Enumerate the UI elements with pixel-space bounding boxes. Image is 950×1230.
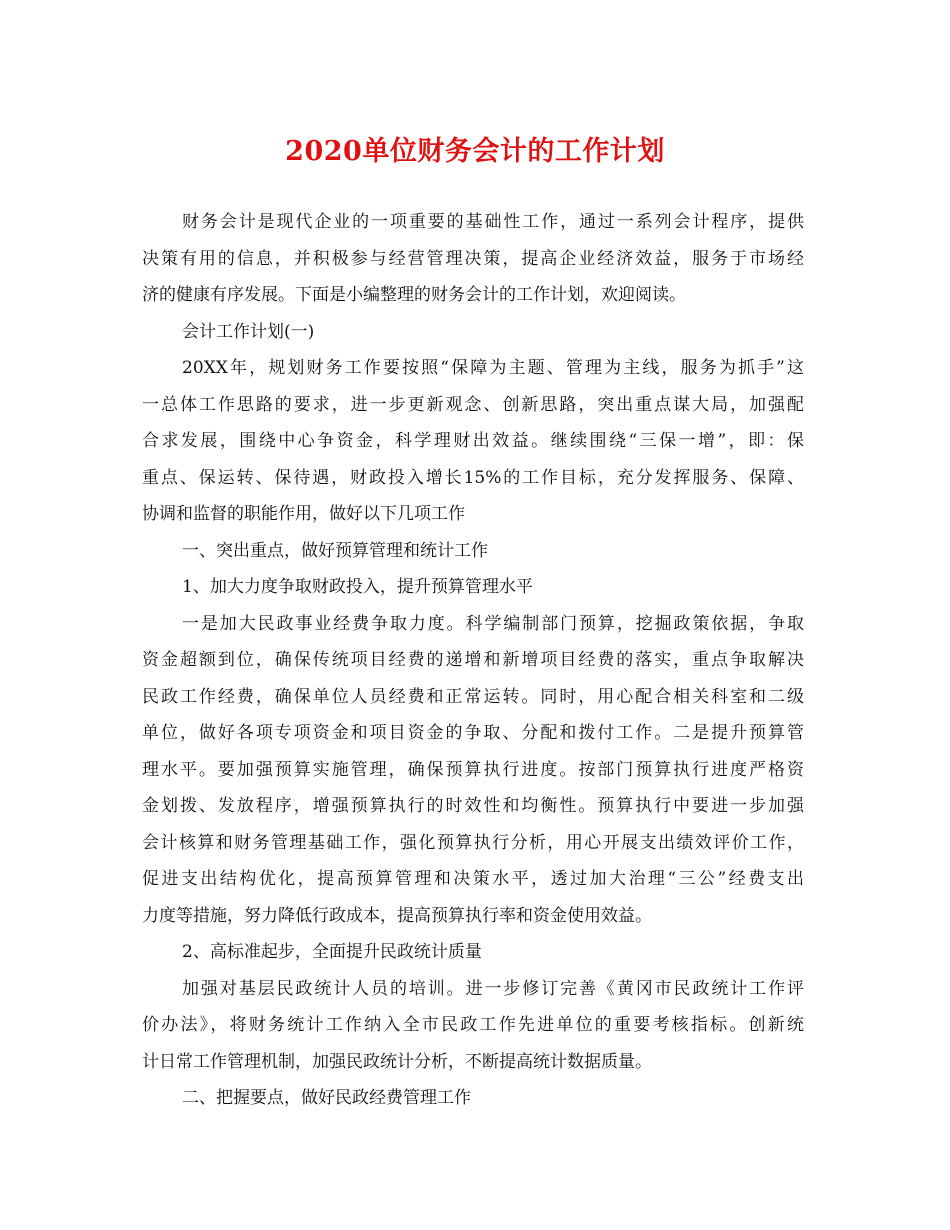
text-line: 金划拨、发放程序，增强预算执行的时效性和均衡性。预算执行中要进一步加强 bbox=[142, 796, 804, 816]
text-line: 力度等措施，努力降低行政成本，提高预算执行率和资金使用效益。 bbox=[142, 905, 652, 926]
text-line: 计日常工作管理机制，加强民政统计分析，不断提高统计数据质量。 bbox=[142, 1051, 652, 1072]
text-line: 单位，做好各项专项资金和项目资金的争取、分配和拨付工作。二是提升预算管 bbox=[142, 723, 804, 743]
text-line: 价办法》，将财务统计工作纳入全市民政工作先进单位的重要考核指标。创新统 bbox=[142, 1015, 804, 1035]
text-line: 2、高标准起步，全面提升民政统计质量 bbox=[182, 942, 482, 962]
text-line: 合求发展，围绕中心争资金，科学理财出效益。继续围绕“三保一增”，即：保 bbox=[142, 431, 804, 451]
text-line: 协调和监督的职能作用，做好以下几项工作 bbox=[142, 504, 465, 524]
text-line: 一总体工作思路的要求，进一步更新观念、创新思路，突出重点谋大局，加强配 bbox=[142, 394, 804, 415]
text-line: 二、把握要点，做好民政经费管理工作 bbox=[182, 1088, 471, 1108]
text-line: 重点、保运转、保待遇，财政投入增长15%的工作目标，充分发挥服务、保障、 bbox=[142, 467, 804, 488]
text-line: 财务会计是现代企业的一项重要的基础性工作，通过一系列会计程序，提供 bbox=[182, 212, 804, 232]
text-line: 一、突出重点，做好预算管理和统计工作 bbox=[182, 540, 488, 561]
text-line: 加强对基层民政统计人员的培训。进一步修订完善《黄冈市民政统计工作评 bbox=[182, 978, 804, 999]
text-line: 会计核算和财务管理基础工作，强化预算执行分析，用心开展支出绩效评价工作， bbox=[142, 832, 804, 853]
text-line: 民政工作经费，确保单位人员经费和正常运转。同时，用心配合相关科室和二级 bbox=[142, 686, 804, 707]
document-body bbox=[142, 204, 804, 1117]
text-line: 理水平。要加强预算实施管理，确保预算执行进度。按部门预算执行进度严格资 bbox=[142, 759, 804, 780]
document-title: 2020单位财务会计的工作计划 bbox=[285, 136, 665, 167]
text-line: 20XX年，规划财务工作要按照“保障为主题、管理为主线，服务为抓手”这 bbox=[182, 358, 804, 378]
text-line: 会计工作计划(一) bbox=[182, 321, 315, 342]
text-line: 决策有用的信息，并积极参与经营管理决策，提高企业经济效益，服务于市场经 bbox=[142, 248, 804, 269]
text-line: 促进支出结构优化，提高预算管理和决策水平，透过加大治理“三公”经费支出 bbox=[142, 869, 804, 889]
text-line: 一是加大民政事业经费争取力度。科学编制部门预算，挖掘政策依据，争取 bbox=[182, 613, 804, 634]
text-line: 1、加大力度争取财政投入，提升预算管理水平 bbox=[182, 577, 533, 597]
text-line: 济的健康有序发展。下面是小编整理的财务会计的工作计划，欢迎阅读。 bbox=[142, 285, 686, 305]
text-line: 资金超额到位，确保传统项目经费的递增和新增项目经费的落实，重点争取解决 bbox=[142, 650, 804, 670]
